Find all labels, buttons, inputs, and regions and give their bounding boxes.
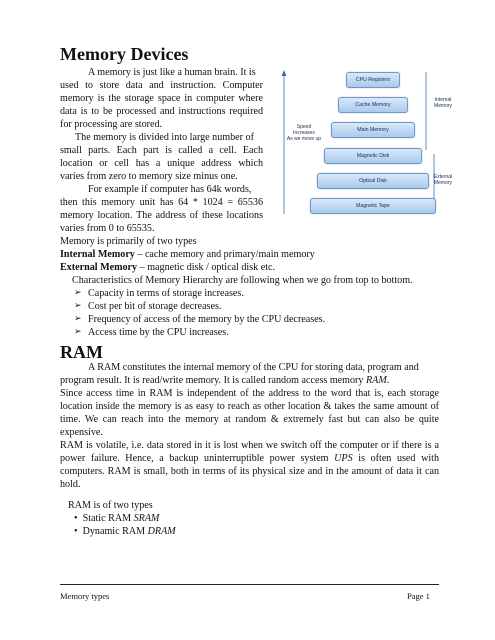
paragraph-line: small parts. Each part is called a cell. Each — [60, 145, 263, 156]
paragraph-line: then this memory unit has 64 * 1024 = 65536 — [60, 197, 263, 208]
level-main-memory: Main Memory — [331, 122, 415, 138]
hierarchy-item: Frequency of access of the memory by the CPU decreases. — [88, 314, 326, 325]
paragraph-line: program result. It is read/write memory. It is called random access memory RAM. — [60, 375, 390, 386]
page-title: Memory Devices — [60, 44, 189, 64]
hierarchy-item: Cost per bit of storage decreases. — [88, 301, 222, 312]
arrow-bullet-icon: ➢ — [74, 327, 82, 337]
level-optical-disk: Optical Disk — [317, 173, 429, 189]
ups-italic: UPS — [334, 453, 353, 464]
paragraph-line: time. We can reach into the memory at random & extremely fast but can also be quite — [60, 414, 439, 425]
internal-memory-diagram-label: Internal Memory — [433, 97, 453, 109]
paragraph-line: memory is the storage space in computer where — [60, 93, 263, 104]
paragraph-line: varies from zero to memory size minus one. — [60, 171, 238, 182]
ram-type-item: • Static RAM SRAM — [74, 513, 160, 524]
paragraph-line: RAM is volatile, i.e. data stored in it is lost when we switch off the computer or if there is a — [60, 440, 439, 451]
paragraph-line: A memory is just like a human brain. It is — [88, 67, 256, 78]
internal-memory-label: Internal Memory — [60, 249, 135, 260]
ups-tail: is often used with — [352, 453, 440, 464]
hierarchy-intro: Characteristics of Memory Hierarchy are following when we go from top to bottom. — [72, 275, 413, 286]
external-memory-text: – magnetic disk / optical disk etc. — [137, 262, 276, 273]
level-magnetic-disk: Magnetic Disk — [324, 148, 422, 164]
paragraph-line — [60, 453, 439, 465]
footer-divider — [60, 584, 439, 585]
speed-label: Speed Increases As we move up — [286, 124, 322, 142]
paragraph-line: data is to be processed and instructions required — [60, 106, 263, 117]
paragraph-line: hold. — [60, 479, 81, 490]
level-magnetic-tape: Magnetic Tape — [310, 198, 436, 214]
ram-type-item: • Dynamic RAM DRAM — [74, 526, 176, 537]
internal-memory-line — [60, 249, 315, 261]
paragraph-line: used to store data and instruction. Computer — [60, 80, 263, 91]
paragraph-line: location or cell has a unique address which — [60, 158, 263, 169]
types-intro: Memory is primarily of two types — [60, 236, 197, 247]
internal-memory-text: – cache memory and primary/main memory — [134, 249, 315, 260]
page-number: Page 1 — [407, 591, 430, 601]
level-cpu-registers: CPU Registers — [346, 72, 400, 88]
hierarchy-item: Capacity in terms of storage increases. — [88, 288, 244, 299]
paragraph-line: A RAM constitutes the internal memory of the CPU for storing data, program and — [88, 362, 419, 373]
external-memory-line — [60, 262, 275, 274]
paragraph-line: for processing are stored. — [60, 119, 163, 130]
paragraph-line: expensive. — [60, 427, 103, 438]
paragraph-line: The memory is divided into large number of — [75, 132, 254, 143]
paragraph-line: Since access time in RAM is independent of the address to the word that is, each storage — [60, 388, 439, 399]
paragraph-line: For example if computer has 64k words, — [88, 184, 252, 195]
ram-text: program result. It is read/write memory. It is called random access memory — [60, 375, 366, 386]
ups-text: power failure. Hence, a backup uninterruptible power system — [60, 453, 335, 464]
external-memory-diagram-label: External Memory — [433, 174, 453, 186]
paragraph-line: varies from 0 to 65535. — [60, 223, 155, 234]
paragraph-line: computers. RAM is small, both in terms of its physical size and in the amount of data it can — [60, 466, 439, 477]
paragraph-line: location inside the memory is as easy to reach as other location & takes the same amount of — [60, 401, 439, 412]
footer-title: Memory types — [60, 591, 110, 601]
paragraph-line: memory location. The address of these locations — [60, 210, 263, 221]
level-cache-memory: Cache Memory — [338, 97, 408, 113]
arrow-bullet-icon: ➢ — [74, 288, 82, 298]
arrow-bullet-icon: ➢ — [74, 301, 82, 311]
hierarchy-item: Access time by the CPU increases. — [88, 327, 229, 338]
ram-italic: RAM — [365, 375, 387, 386]
section-title-ram: RAM — [60, 342, 103, 362]
memory-hierarchy-diagram — [276, 64, 453, 224]
external-memory-label: External Memory — [60, 262, 138, 273]
arrow-bullet-icon: ➢ — [74, 314, 82, 324]
ram-types-intro: RAM is of two types — [68, 500, 153, 511]
